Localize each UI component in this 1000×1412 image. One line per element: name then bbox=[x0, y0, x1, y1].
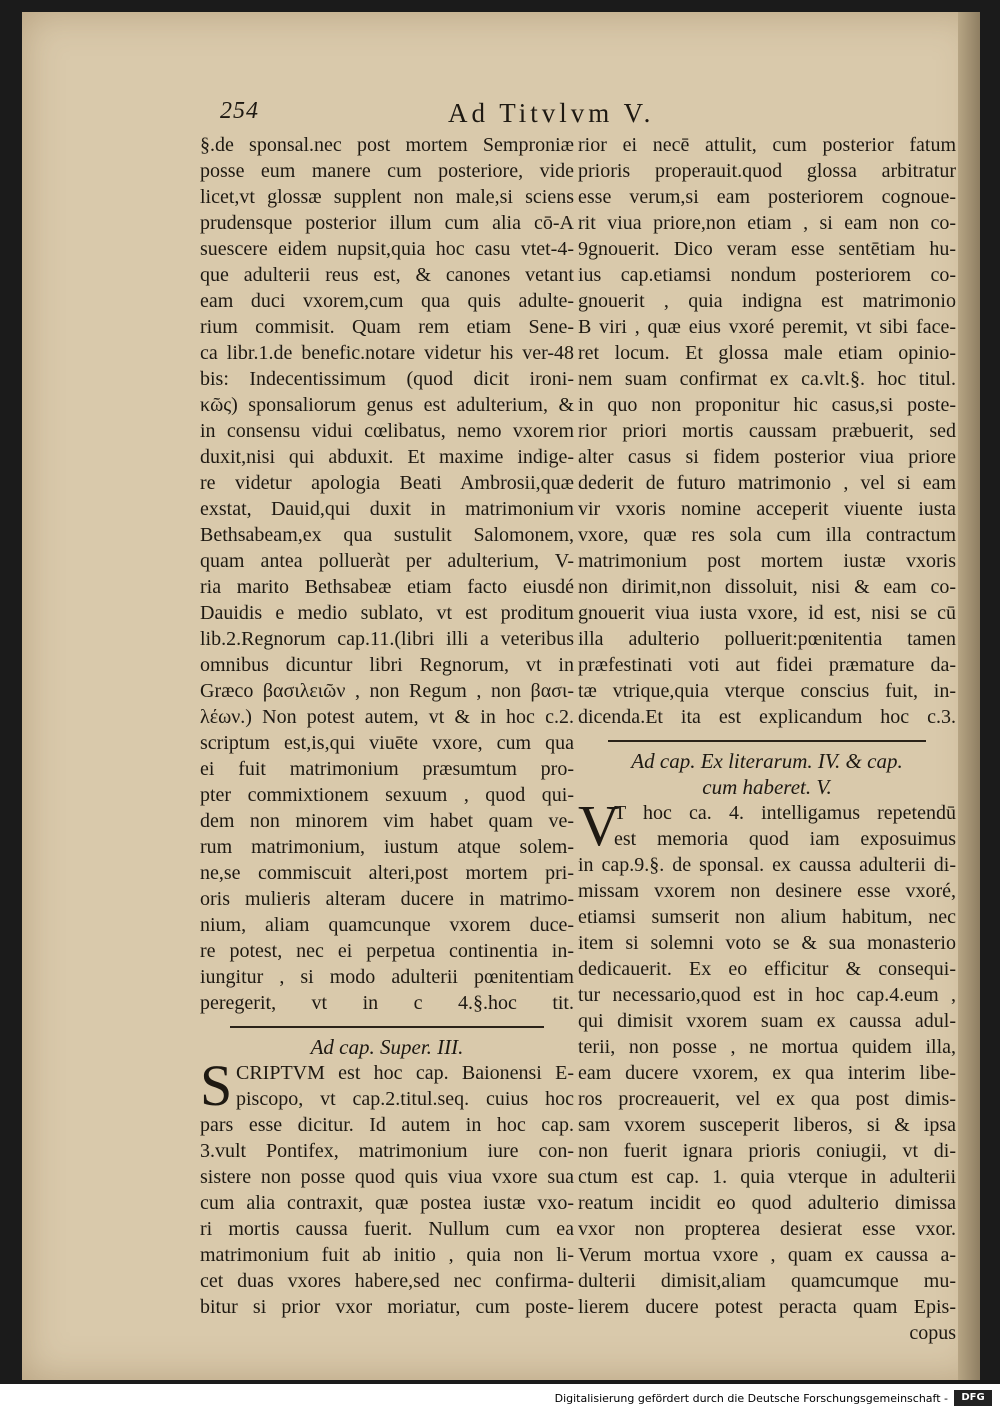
text-line: illa adulterio polluerit:pœnitentia tamen bbox=[578, 628, 956, 650]
text-line: suescere eidem nupsit,quia hoc casu vtet-4- bbox=[200, 238, 574, 260]
text-line: ius cap.etiamsi nondum posteriorem co- bbox=[578, 264, 956, 286]
text-line: rit viua priore,non etiam , si eam non co- bbox=[578, 212, 956, 234]
text-line: dem non minorem vim habet quam ve- bbox=[200, 810, 574, 832]
text-line: non fuerit ignara prioris coniugii, vt di- bbox=[578, 1140, 956, 1162]
text-line: scriptum est,is,qui viuēte vxore, cum qua bbox=[200, 732, 574, 754]
text-line: bis: Indecentissimum (quod dicit ironi- bbox=[200, 368, 574, 390]
text-line: prioris properauit.quod glossa arbitratur bbox=[578, 160, 956, 182]
page-edge bbox=[958, 12, 980, 1380]
text-line: 3.vult Pontifex, matrimonium iure con- bbox=[200, 1140, 574, 1162]
text-line: vxore, quæ res sola cum illa contractum bbox=[578, 524, 956, 546]
text-line: Dauidis e medio sublato, vt est proditum bbox=[200, 602, 574, 624]
text-line: oris mulieris alteram ducere in matrimo- bbox=[200, 888, 574, 910]
page-number: 254 bbox=[220, 98, 259, 124]
text-line: matrimonium post mortem iustæ vxoris bbox=[578, 550, 956, 572]
text-line: item si solemni voto se & sua monasterio bbox=[578, 932, 956, 954]
text-line: ros procreauerit, vel ex qua post dimis- bbox=[578, 1088, 956, 1110]
text-line: etiamsi sumserit non alium habitum, nec bbox=[578, 906, 956, 928]
text-line: nem suam confirmat ex ca.vlt.§. hoc titul. bbox=[578, 368, 956, 390]
left-text-block-b bbox=[200, 1112, 574, 1320]
text-line: T hoc ca. 4. intelligamus repetendū bbox=[614, 802, 956, 824]
text-line: sistere non posse quod quis viua vxore sua bbox=[200, 1166, 574, 1188]
text-line: dicenda.Et ita est explicandum hoc c.3. bbox=[578, 706, 956, 728]
text-line: ria marito Bethsabeæ etiam facto eiusdé bbox=[200, 576, 574, 598]
text-line: rior priori mortis caussam præbuerit, sed bbox=[578, 420, 956, 442]
text-line: nium, aliam quamcunque vxorem duce- bbox=[200, 914, 574, 936]
dropcap-lines bbox=[578, 793, 956, 858]
text-line: omnibus dicuntur libri Regnorum, vt in bbox=[200, 654, 574, 676]
text-line: dedicauerit. Ex eo efficitur & consequi- bbox=[578, 958, 956, 980]
text-line: eam ducere vxorem, ex qua interim libe- bbox=[578, 1062, 956, 1084]
funding-notice: Digitalisierung gefördert durch die Deutsche Forschungsgemeinschaft - bbox=[554, 1392, 948, 1405]
section-heading-super: Ad cap. Super. III. bbox=[310, 1035, 464, 1059]
text-line: iungitur , si modo adulterii pœnitentiam bbox=[200, 966, 574, 988]
text-line: rum matrimonium, iustum atque solem- bbox=[200, 836, 574, 858]
text-line: exstat, Dauid,qui duxit in matrimonium bbox=[200, 498, 574, 520]
section-divider bbox=[608, 740, 926, 742]
text-line: qui dimisit vxorem suam ex caussa adul- bbox=[578, 1010, 956, 1032]
text-line: licet,vt glossæ supplent non male,si sciens bbox=[200, 186, 574, 208]
text-line: re potest, nec ei perpetua continentia in- bbox=[200, 940, 574, 962]
running-head bbox=[220, 98, 960, 132]
left-text-block-a bbox=[200, 132, 574, 1016]
text-line: tur necessario,quod est in hoc cap.4.eum , bbox=[578, 984, 956, 1006]
text-line: ne,se commiscuit alteri,post mortem pri- bbox=[200, 862, 574, 884]
text-line: sam vxorem susceperit liberos, si & ipsa bbox=[578, 1114, 956, 1136]
text-line: κῶς) sponsaliorum genus est adulterium, & bbox=[200, 394, 574, 416]
text-line: peregerit, vt in c 4.§.hoc tit. bbox=[200, 992, 574, 1014]
text-line: piscopo, vt cap.2.titul.seq. cuius hoc bbox=[236, 1088, 574, 1110]
text-line: lierem ducere potest peracta quam Epis- bbox=[578, 1296, 956, 1318]
text-line: in cap.9.§. de sponsal. ex caussa adulterii di- bbox=[578, 854, 956, 876]
text-line: dederit de futuro matrimonio , vel si eam bbox=[578, 472, 956, 494]
text-line: prudensque posterior illum cum alia cō-A bbox=[200, 212, 574, 234]
text-line: CRIPTVM est hoc cap. Baionensi E- bbox=[236, 1062, 574, 1084]
text-line: præfestinati voti aut fidei præmature da- bbox=[578, 654, 956, 676]
right-column bbox=[578, 132, 956, 1346]
text-line: eam duci vxorem,cum qua quis adulte- bbox=[200, 290, 574, 312]
text-line: Græco βασιλειῶν , non Regum , non βασι- bbox=[200, 680, 574, 702]
text-line: re videtur apologia Beati Ambrosii,quæ bbox=[200, 472, 574, 494]
text-line: B viri , quæ eius vxoré peremit, vt sibi face- bbox=[578, 316, 956, 338]
section-heading-ex-literarum: Ad cap. Ex literarum. IV. & cap. bbox=[631, 749, 903, 773]
text-line: rium commisit. Quam rem etiam Sene- bbox=[200, 316, 574, 338]
text-line: est memoria quod iam exposuimus bbox=[614, 828, 956, 850]
right-text-block-b bbox=[578, 852, 956, 1320]
text-line: gnouerit viua iusta vxore, id est, nisi se cū bbox=[578, 602, 956, 624]
text-line: alter casus si fidem posterior viua priore bbox=[578, 446, 956, 468]
text-line: matrimonium fuit ab initio , quia non li- bbox=[200, 1244, 574, 1266]
text-line: vxor non propterea desierat esse vxor. bbox=[578, 1218, 956, 1240]
text-line: ctum est cap. 1. quia vterque in adulterii bbox=[578, 1166, 956, 1188]
text-line: vir vxoris nomine acceperit viuente iusta bbox=[578, 498, 956, 520]
text-line: ei fuit matrimonium præsumtum pro- bbox=[200, 758, 574, 780]
text-line: gnouerit , quia indigna est matrimonio bbox=[578, 290, 956, 312]
right-text-block-a bbox=[578, 132, 956, 730]
dropcap-letter: S bbox=[200, 1053, 233, 1118]
text-line: non dirimit,non dissoluit, nisi & eam co- bbox=[578, 576, 956, 598]
book-page bbox=[22, 12, 980, 1380]
text-line: dulterii dimisit,aliam quamcumque mu- bbox=[578, 1270, 956, 1292]
text-line: terii, non posse , ne mortua quidem illa, bbox=[578, 1036, 956, 1058]
text-line: in consensu vidui cœlibatus, nemo vxorem bbox=[200, 420, 574, 442]
text-line: duxit,nisi qui abduxit. Et maxime indige- bbox=[200, 446, 574, 468]
text-line: bitur si prior vxor moriatur, cum poste- bbox=[200, 1296, 574, 1318]
text-line: que adulterii reus est, & canones vetant bbox=[200, 264, 574, 286]
text-line: λέων.) Non potest autem, vt & in hoc c.2. bbox=[200, 706, 574, 728]
text-line: missam vxorem non desinere esse vxoré, bbox=[578, 880, 956, 902]
text-line: in quo non proponitur hic casus,si poste- bbox=[578, 394, 956, 416]
text-line: cum alia contraxit, quæ postea iustæ vxo- bbox=[200, 1192, 574, 1214]
left-column bbox=[200, 132, 574, 1320]
catchword: copus bbox=[909, 1322, 956, 1344]
text-line: lib.2.Regnorum cap.11.(libri illi a veteribus bbox=[200, 628, 574, 650]
text-line: Bethsabeam,ex qua sustulit Salomonem, bbox=[200, 524, 574, 546]
running-title: Ad Titvlvm V. bbox=[448, 98, 655, 128]
dropcap-paragraph bbox=[200, 1053, 574, 1118]
section-heading-cum-haberet: cum haberet. V. bbox=[702, 775, 832, 799]
dfg-logo: DFG bbox=[954, 1390, 992, 1406]
text-line: ca libr.1.de benefic.notare videtur his ver-48 bbox=[200, 342, 574, 364]
section-divider bbox=[230, 1026, 544, 1028]
text-line: 9gnouerit. Dico veram esse sentētiam hu- bbox=[578, 238, 956, 260]
text-line: Verum mortua vxore , quam ex caussa a- bbox=[578, 1244, 956, 1266]
digitization-footer bbox=[0, 1384, 1000, 1412]
text-line: tæ vtrique,quia vterque conscius fuit, in- bbox=[578, 680, 956, 702]
text-line: posse eum manere cum posteriore, vide bbox=[200, 160, 574, 182]
text-line: ret locum. Et glossa male etiam opinio- bbox=[578, 342, 956, 364]
text-line: cet duas vxores habere,sed nec confirma- bbox=[200, 1270, 574, 1292]
text-line: pars esse dicitur. Id autem in hoc cap. bbox=[200, 1114, 574, 1136]
text-line: pter commixtionem sexuum , quod qui- bbox=[200, 784, 574, 806]
text-line: ri mortis caussa fuerit. Nullum cum ea bbox=[200, 1218, 574, 1240]
dropcap-lines bbox=[200, 1053, 574, 1118]
dropcap-paragraph bbox=[578, 793, 956, 858]
text-line: §.de sponsal.nec post mortem Semproniæ bbox=[200, 134, 574, 156]
text-line: rior ei necē attulit, cum posterior fatum bbox=[578, 134, 956, 156]
text-line: quam antea pollueràt per adulterium, V- bbox=[200, 550, 574, 572]
text-line: esse verum,si eam posteriorem cognoue- bbox=[578, 186, 956, 208]
dropcap-letter: V bbox=[578, 793, 620, 858]
text-line: reatum incidit eo quod adulterio dimissa bbox=[578, 1192, 956, 1214]
